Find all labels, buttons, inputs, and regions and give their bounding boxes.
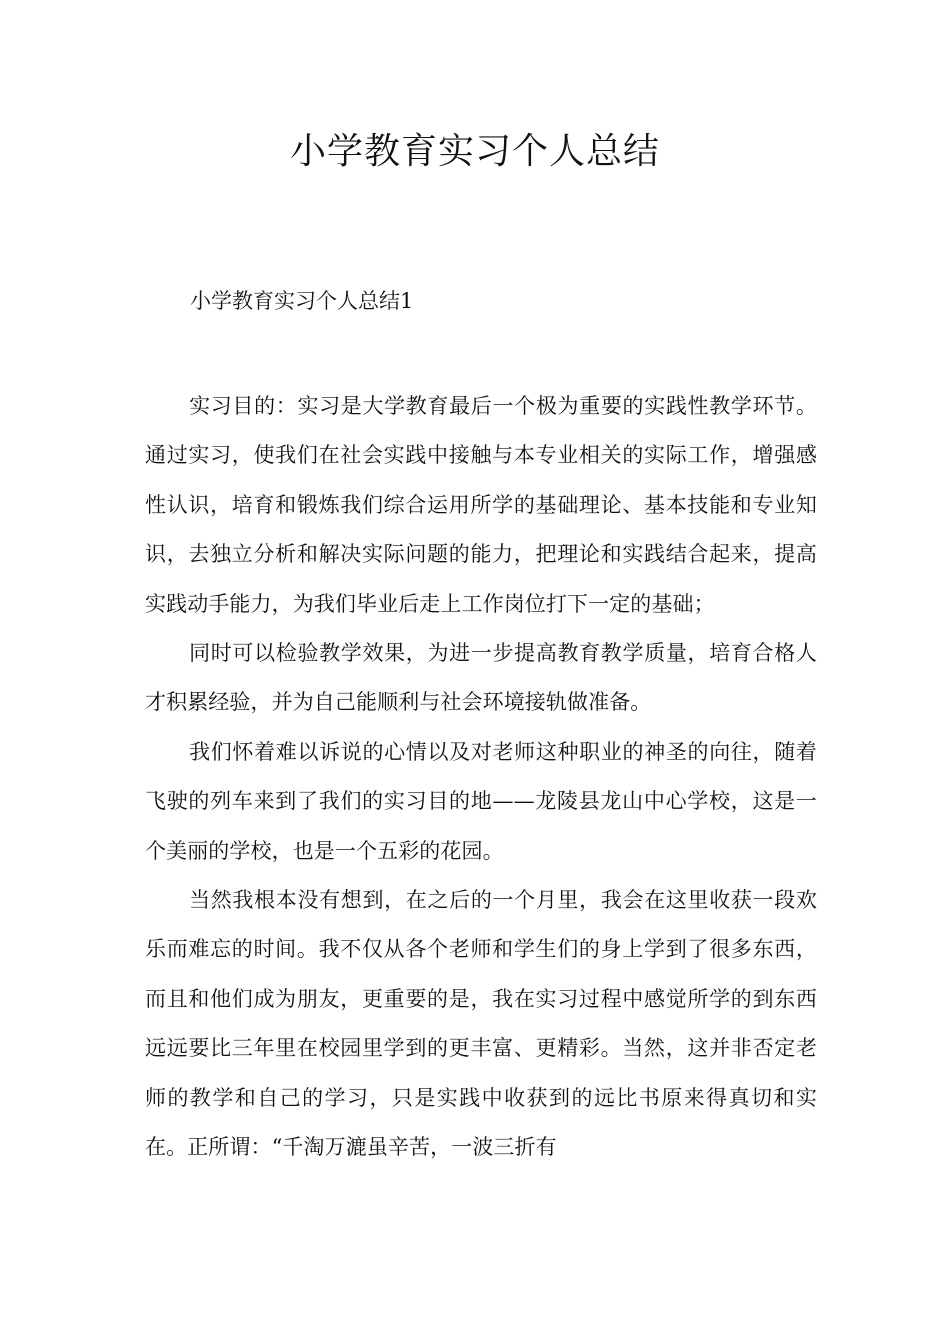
paragraph: 同时可以检验教学效果，为进一步提高教育教学质量，培育合格人才积累经验，并为自己能顺利与社会环境接轨做准备。	[145, 641, 817, 715]
document-body	[145, 382, 817, 1173]
document-title: 小学教育实习个人总结	[289, 131, 660, 172]
paragraph: 当然我根本没有想到，在之后的一个月里，我会在这里收获一段欢乐而难忘的时间。我不仅从各个老师和学生们的身上学到了很多东西，而且和他们成为朋友，更重要的是，我在实习过程中感觉所学的到东西远远要比三年里在校园里学到的更丰富、更精彩。当然，这并非否定老师的教学和自己的学习，只是实践中收获到的远比书原来得真切和实在。正所谓：“千淘万漉虽辛苦，一波三折有	[145, 888, 817, 1160]
paragraph: 实习目的：实习是大学教育最后一个极为重要的实践性教学环节。通过实习，使我们在社会实践中接触与本专业相关的实际工作，增强感性认识，培育和锻炼我们综合运用所学的基础理论、基本技能和专业知识，去独立分析和解决实际问题的能力，把理论和实践结合起来，提高实践动手能力，为我们毕业后走上工作岗位打下一定的基础；	[145, 394, 817, 616]
paragraph: 我们怀着难以诉说的心情以及对老师这种职业的神圣的向往，随着飞驶的列车来到了我们的实习目的地——龙陵县龙山中心学校，这是一个美丽的学校，也是一个五彩的花园。	[145, 739, 817, 863]
section-heading: 小学教育实习个人总结1	[190, 289, 414, 313]
